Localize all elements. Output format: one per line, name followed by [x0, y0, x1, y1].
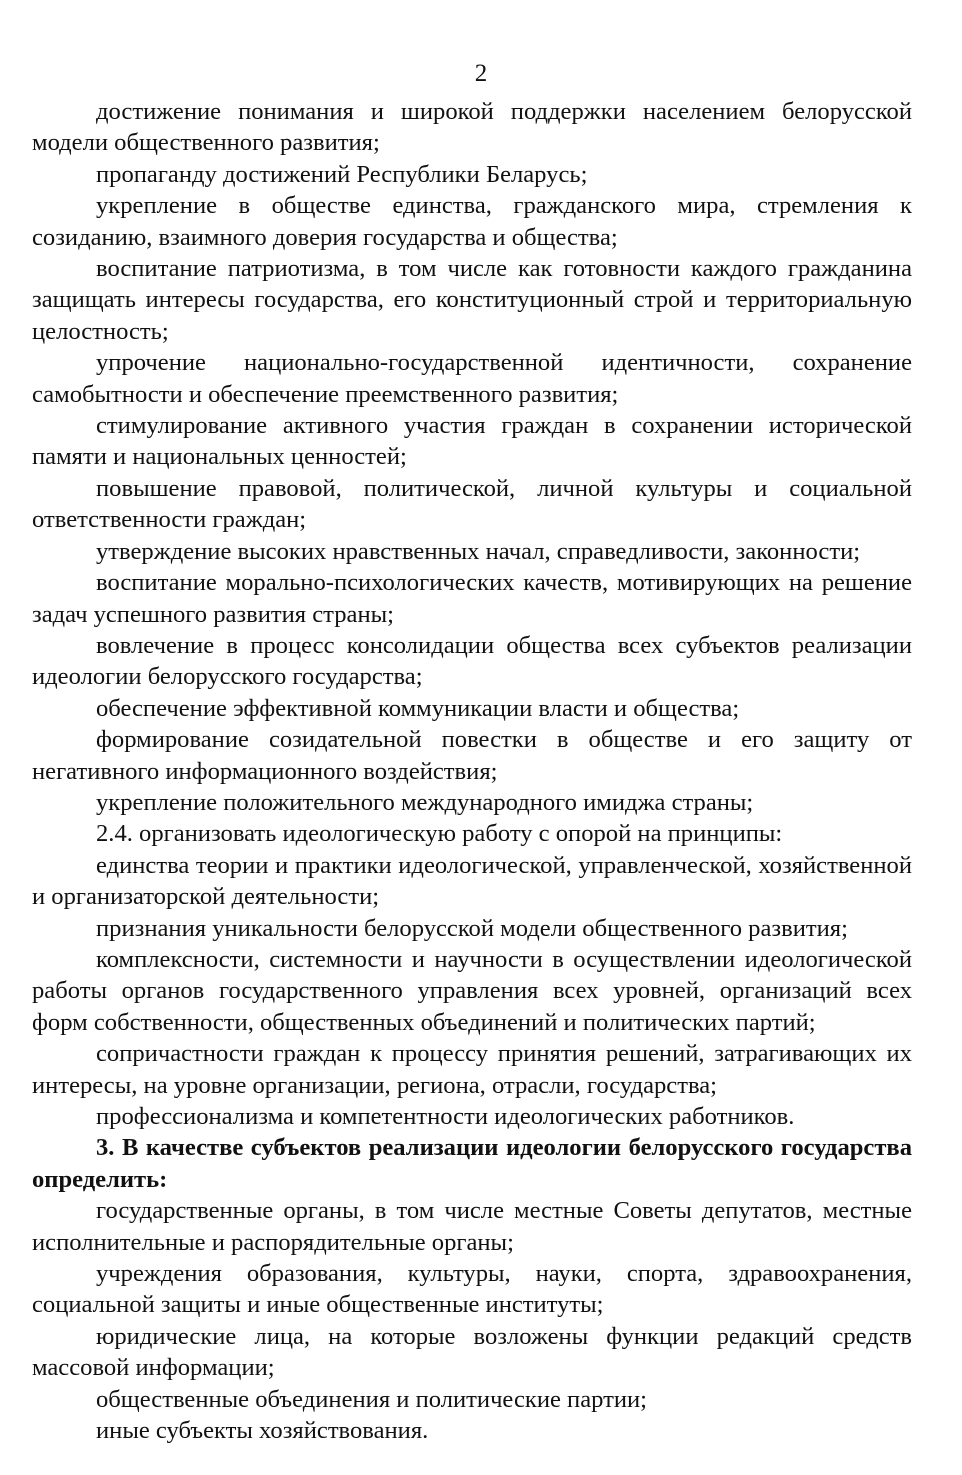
page-number: 2 [474, 60, 488, 87]
paragraph: комплексности, системности и научности в осуществлении идеологической работы органов государственного управления всех уровней, организаций всех форм собственности, общественных объединений и политических партий; [32, 945, 912, 1036]
paragraph: утверждение высоких нравственных начал, справедливости, законности; [96, 537, 861, 565]
paragraph: воспитание патриотизма, в том числе как готовности каждого гражданина защищать интересы государства, его конституционный строй и территориальную целостность; [32, 255, 912, 345]
paragraph: профессионализма и компетентности идеологических работников. [96, 1103, 795, 1130]
section-heading-3: 3. В качестве субъектов реализации идеологии белорусского государства определить: [32, 1134, 912, 1193]
paragraph: учреждения образования, культуры, науки, спорта, здравоохранения, социальной защиты и иные общественные институты; [32, 1260, 912, 1319]
paragraph: юридические лица, на которые возложены функции редакций средств массовой информации; [32, 1322, 912, 1382]
paragraph: стимулирование активного участия граждан в сохранении исторической памяти и национальных ценностей; [32, 412, 912, 471]
paragraph: формирование созидательной повестки в обществе и его защиту от негативного информационного воздействия; [32, 726, 912, 785]
paragraph: признания уникальности белорусской модели общественного развития; [96, 914, 848, 942]
paragraph: обеспечение эффективной коммуникации власти и общества; [96, 694, 740, 722]
paragraph: упрочение национально-государственной идентичности, сохранение самобытности и обеспечение преемственного развития; [32, 349, 912, 408]
paragraph: достижение понимания и широкой поддержки населением белорусской модели общественного развития; [32, 98, 912, 157]
paragraph: повышение правовой, политической, личной культуры и социальной ответственности граждан; [32, 474, 912, 534]
paragraph: укрепление положительного международного имиджа страны; [96, 788, 754, 816]
paragraph: пропаганду достижений Республики Беларусь; [96, 160, 588, 188]
paragraph: укрепление в обществе единства, гражданского мира, стремления к созиданию, взаимного доверия государства и общества; [32, 192, 912, 251]
section-item-2-4: 2.4. организовать идеологическую работу с опорой на принципы: [96, 820, 783, 848]
paragraph: единства теории и практики идеологической, управленческой, хозяйственной и организаторской деятельности; [32, 851, 912, 911]
paragraph: государственные органы, в том числе местные Советы депутатов, местные исполнительные и распорядительные органы; [32, 1197, 912, 1256]
paragraph: иные субъекты хозяйствования. [96, 1417, 429, 1445]
paragraph: воспитание морально-психологических качеств, мотивирующих на решение задач успешного развития страны; [32, 569, 912, 628]
paragraph: вовлечение в процесс консолидации общества всех субъектов реализации идеологии белорусского государства; [32, 631, 912, 691]
paragraph: общественные объединения и политические партии; [96, 1385, 648, 1413]
document-body [32, 96, 912, 1446]
paragraph: сопричастности граждан к процессу принятия решений, затрагивающих их интересы, на уровне организации, региона, отрасли, государства; [32, 1040, 912, 1099]
